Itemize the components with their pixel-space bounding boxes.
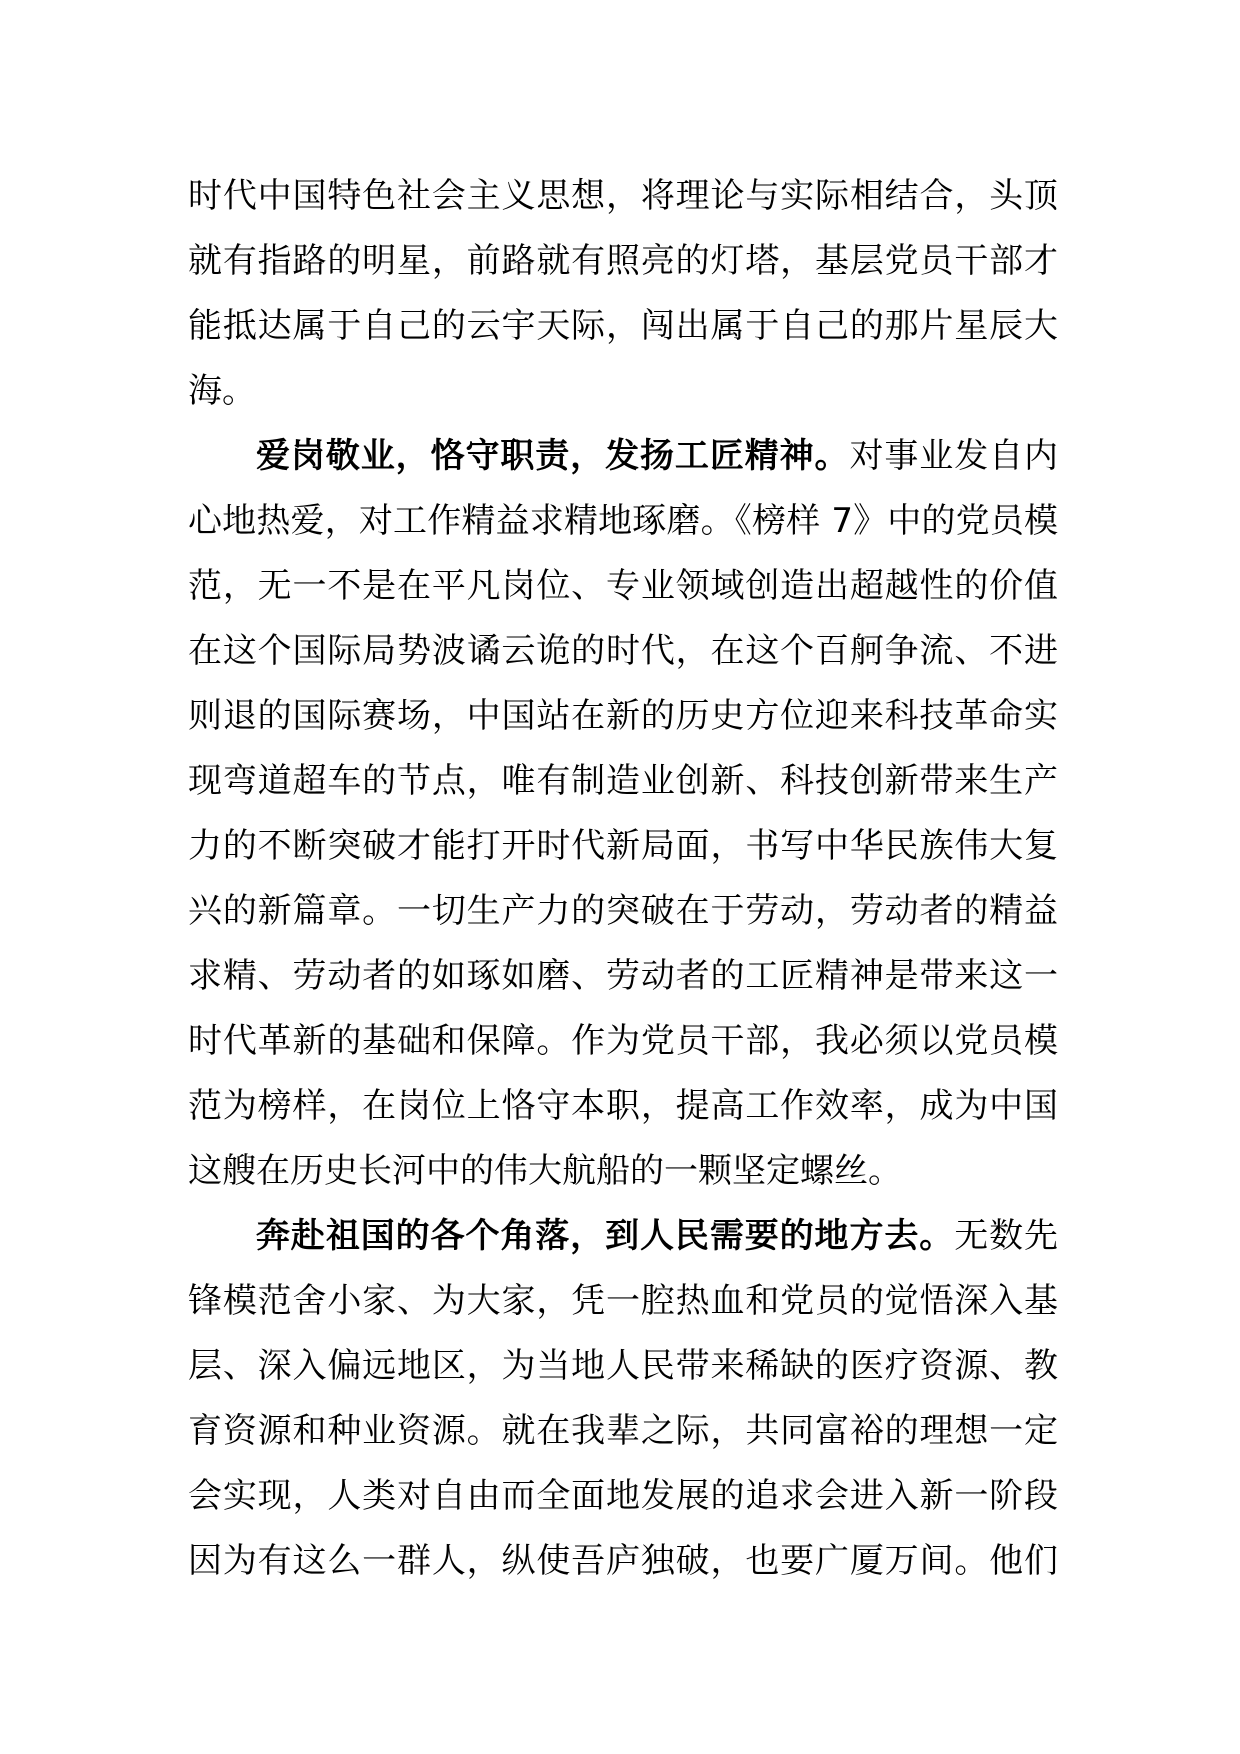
text-line: 就有指路的明星，前路就有照亮的灯塔，基层党员干部才 [188, 241, 1058, 281]
paragraph-text: 对事业发自内 [849, 436, 1059, 476]
text-line [188, 1204, 1058, 1269]
text-line: 心地热爱，对工作精益求精地琢磨。《榜样 7》中的党员模 [188, 501, 1058, 541]
text-line: 锋模范舍小家、为大家，凭一腔热血和党员的觉悟深入基 [188, 1281, 1058, 1321]
text-line: 时代中国特色社会主义思想，将理论与实际相结合，头顶 [188, 176, 1058, 216]
body-text [188, 164, 1058, 1594]
text-line: 会实现，人类对自由而全面地发展的追求会进入新一阶段 [188, 1476, 1058, 1516]
text-line: 因为有这么一群人，纵使吾庐独破，也要广厦万间。他们 [188, 1541, 1058, 1581]
text-line: 求精、劳动者的如琢如磨、劳动者的工匠精神是带来这一 [188, 956, 1058, 996]
text-line: 育资源和种业资源。就在我辈之际，共同富裕的理想一定 [188, 1411, 1058, 1451]
text-line: 则退的国际赛场，中国站在新的历史方位迎来科技革命实 [188, 696, 1058, 736]
text-line: 范为榜样，在岗位上恪守本职，提高工作效率，成为中国 [188, 1086, 1058, 1126]
text-line: 兴的新篇章。一切生产力的突破在于劳动，劳动者的精益 [188, 891, 1058, 931]
paragraph-text: 无数先 [954, 1216, 1059, 1256]
text-line: 在这个国际局势波谲云诡的时代，在这个百舸争流、不进 [188, 631, 1058, 671]
text-line: 现弯道超车的节点，唯有制造业创新、科技创新带来生产 [188, 761, 1058, 801]
paragraph-heading: 奔赴祖国的各个角落，到人民需要的地方去。 [256, 1216, 955, 1256]
paragraph [188, 424, 1058, 1204]
paragraph [188, 164, 1058, 424]
text-line: 时代革新的基础和保障。作为党员干部，我必须以党员模 [188, 1021, 1058, 1061]
text-line: 能抵达属于自己的云宇天际，闯出属于自己的那片星辰大 [188, 306, 1058, 346]
text-line: 范，无一不是在平凡岗位、专业领域创造出超越性的价值 [188, 566, 1058, 606]
paragraph-heading: 爱岗敬业，恪守职责，发扬工匠精神。 [256, 436, 850, 476]
text-line: 力的不断突破才能打开时代新局面，书写中华民族伟大复 [188, 826, 1058, 866]
text-line: 海。 [188, 371, 256, 411]
text-line: 层、深入偏远地区，为当地人民带来稀缺的医疗资源、教 [188, 1346, 1058, 1386]
text-line: 这艘在历史长河中的伟大航船的一颗坚定螺丝。 [188, 1151, 902, 1191]
paragraph [188, 1204, 1058, 1594]
text-line [188, 424, 1058, 489]
